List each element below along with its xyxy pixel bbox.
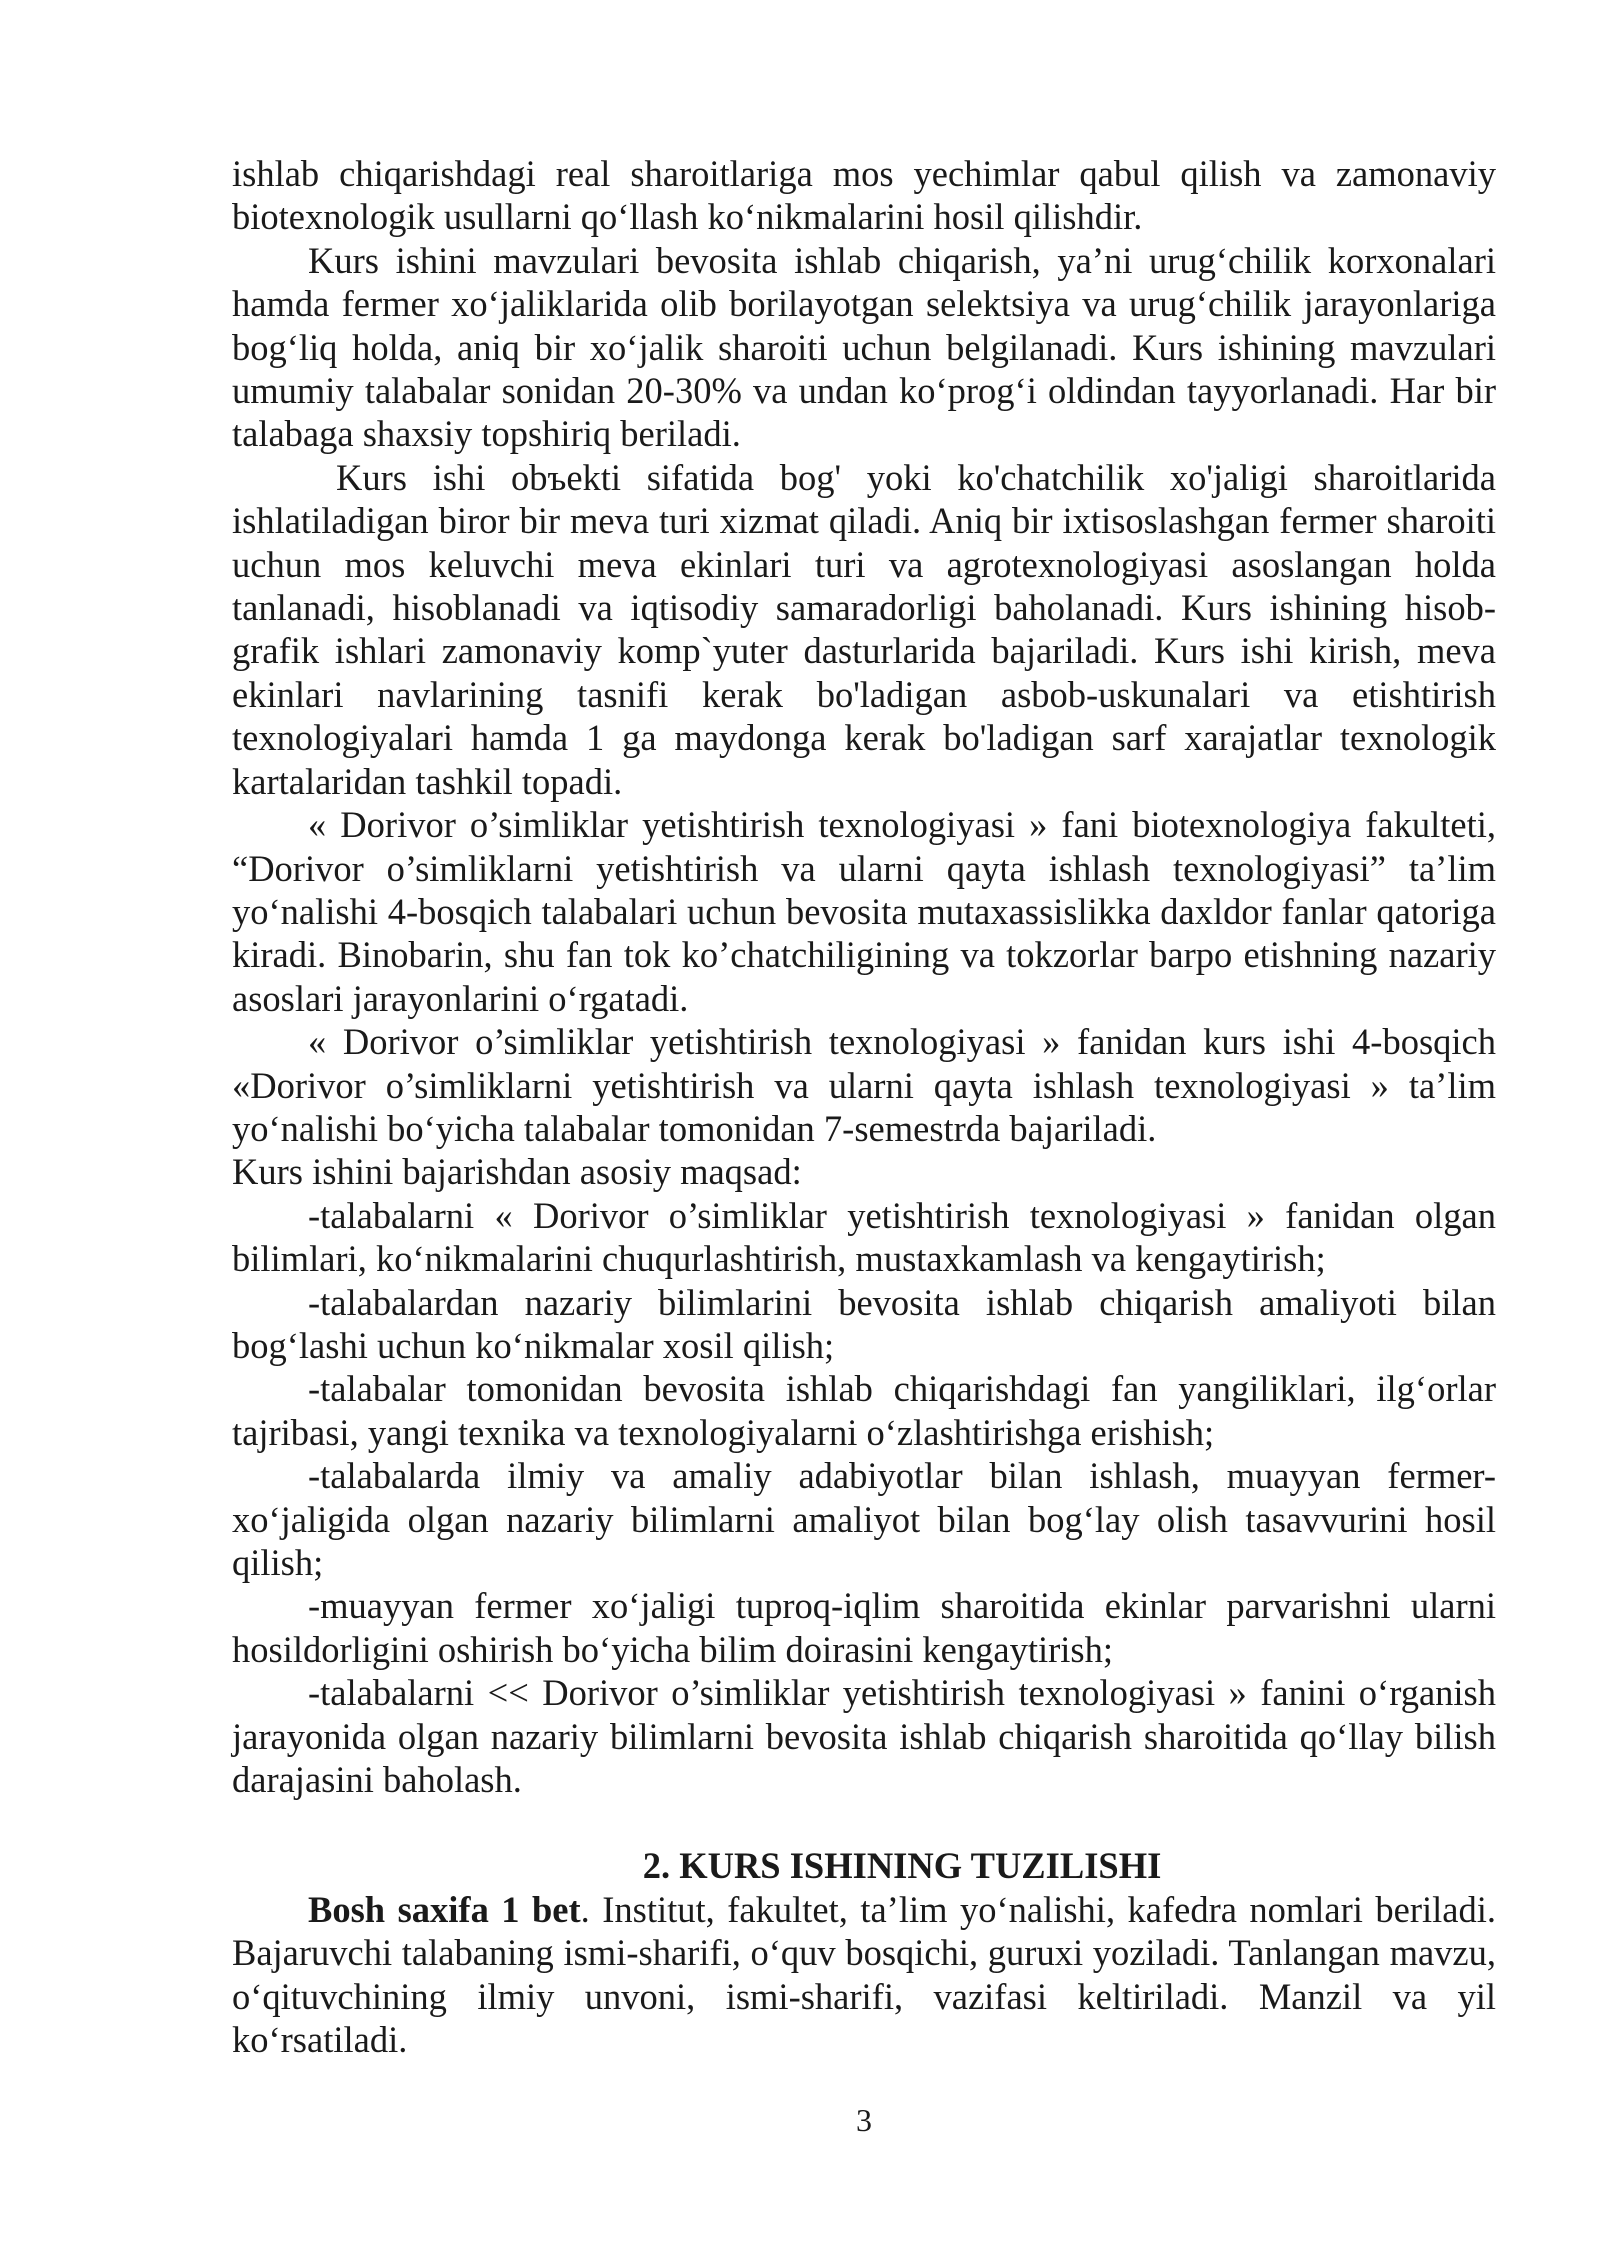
structure-text: . Institut, fakultet, ta’lim yo‘nalishi, kafedra nomlari beriladi. Bajaruvchi talabaning ismi-sharifi, o‘quv bosqichi, guruxi yoziladi. Tanlangan mavzu, o‘qituvchining ilmiy unvoni, ismi-sharifi, vazifasi keltiriladi. Manzil va yil ko‘rsatiladi. xyxy=(232,1888,1496,2061)
paragraph-subject-description: « Dorivor o’simliklar yetishtirish texnologiyasi » fani biotexnologiya fakulteti, “Dorivor o’simliklarni yetishtirish va ularni qayta ishlash texnologiyasi” ta’lim yo‘nalishi 4-bosqich talabalari uchun bevosita mutaxassislikka daxldor fanlar qatoriga kiradi. Binobarin, shu fan tok ko’chatchiligining va tokzorlar barpo etishning nazariy asoslari jarayonlarini o‘rgatadi. xyxy=(232,804,1496,1019)
paragraph-main-goal-label: Kurs ishini bajarishdan asosiy maqsad: xyxy=(232,1151,802,1193)
document-page xyxy=(232,152,1496,2061)
list-item-goal-6: -talabalarni << Dorivor o’simliklar yetishtirish texnologiyasi » fanini o‘rganish jarayonida olgan nazariy bilimlarni bevosita ishlab chiqarish sharoitida qo‘llay bilish darajasini baholash. xyxy=(232,1672,1496,1801)
paragraph-intro-continuation: ishlab chiqarishdagi real sharoitlariga mos yechimlar qabul qilish va zamonaviy biotexnologik usullarni qo‘llash ko‘nikmalarini hosil qilishdir. xyxy=(232,153,1496,238)
list-item-goal-3: -talabalar tomonidan bevosita ishlab chiqarishdagi fan yangiliklari, ilg‘orlar tajribasi, yangi texnika va texnologiyalarni o‘zlashtirishga erishish; xyxy=(232,1368,1496,1453)
list-item-goal-2: -talabalardan nazariy bilimlarini bevosita ishlab chiqarish amaliyoti bilan bog‘lashi uchun ko‘nikmalar xosil qilish; xyxy=(232,1281,1496,1366)
paragraph-title-page-structure xyxy=(232,1888,1496,2062)
page-number: 3 xyxy=(856,2102,872,2138)
list-item-goal-5: -muayyan fermer xo‘jaligi tuproq-iqlim sharoitida ekinlar parvarishni ularni hosildorligini oshirish bo‘yicha bilim doirasini kengaytirish; xyxy=(232,1585,1496,1670)
paragraph-course-object: Kurs ishi obъekti sifatida bog' yoki ko'chatchilik xo'jaligi sharoitlarida ishlatiladigan biror bir meva turi xizmat qiladi. Aniq bir ixtisoslashgan fermer sharoiti uchun mos keluvchi meva ekinlari turi va agrotexnologiyasi asoslangan holda tanlanadi, hisoblanadi va iqtisodiy samaradorligi baholanadi. Kurs ishining hisob-grafik ishlari zamonaviy komp`yuter dasturlarida bajariladi. Kurs ishi kirish, meva ekinlari navlarining tasnifi kerak bo'ladigan asbob-uskunalari va etishtirish texnologiyalari hamda 1 ga maydonga kerak bo'ladigan sarf xarajatlar texnologik kartalaridan tashkil topadi. xyxy=(232,456,1496,802)
bold-lead-text: Bosh saxifa 1 bet xyxy=(308,1888,581,1930)
paragraph-course-semester: « Dorivor o’simliklar yetishtirish texnologiyasi » fanidan kurs ishi 4-bosqich «Dorivor o’simliklarni yetishtirish va ularni qayta ishlash texnologiyasi » ta’lim yo‘nalishi bo‘yicha talabalar tomonidan 7-semestrda bajariladi. xyxy=(232,1021,1496,1149)
section-heading: 2. KURS ISHINING TUZILISHI xyxy=(642,1845,1162,1887)
paragraph-course-topics: Kurs ishini mavzulari bevosita ishlab chiqarish, ya’ni urug‘chilik korxonalari hamda fermer xo‘jaliklarida olib borilayotgan selektsiya va urug‘chilik jarayonlariga bog‘liq holda, aniq bir xo‘jalik sharoiti uchun belgilanadi. Kurs ishining mavzulari umumiy talabalar sonidan 20-30% va undan ko‘prog‘i oldindan tayyorlanadi. Har bir talabaga shaxsiy topshiriq beriladi. xyxy=(232,239,1496,455)
list-item-goal-4: -talabalarda ilmiy va amaliy adabiyotlar bilan ishlash, muayyan fermer-xo‘jaligida olgan nazariy bilimlarni amaliyot bilan bog‘lay olish tasavvurini hosil qilish; xyxy=(232,1455,1496,1583)
list-item-goal-1: -talabalarni « Dorivor o’simliklar yetishtirish texnologiyasi » fanidan olgan bilimlari, ko‘nikmalarini chuqurlashtirish, mustaxkamlash va kengaytirish; xyxy=(232,1194,1496,1280)
